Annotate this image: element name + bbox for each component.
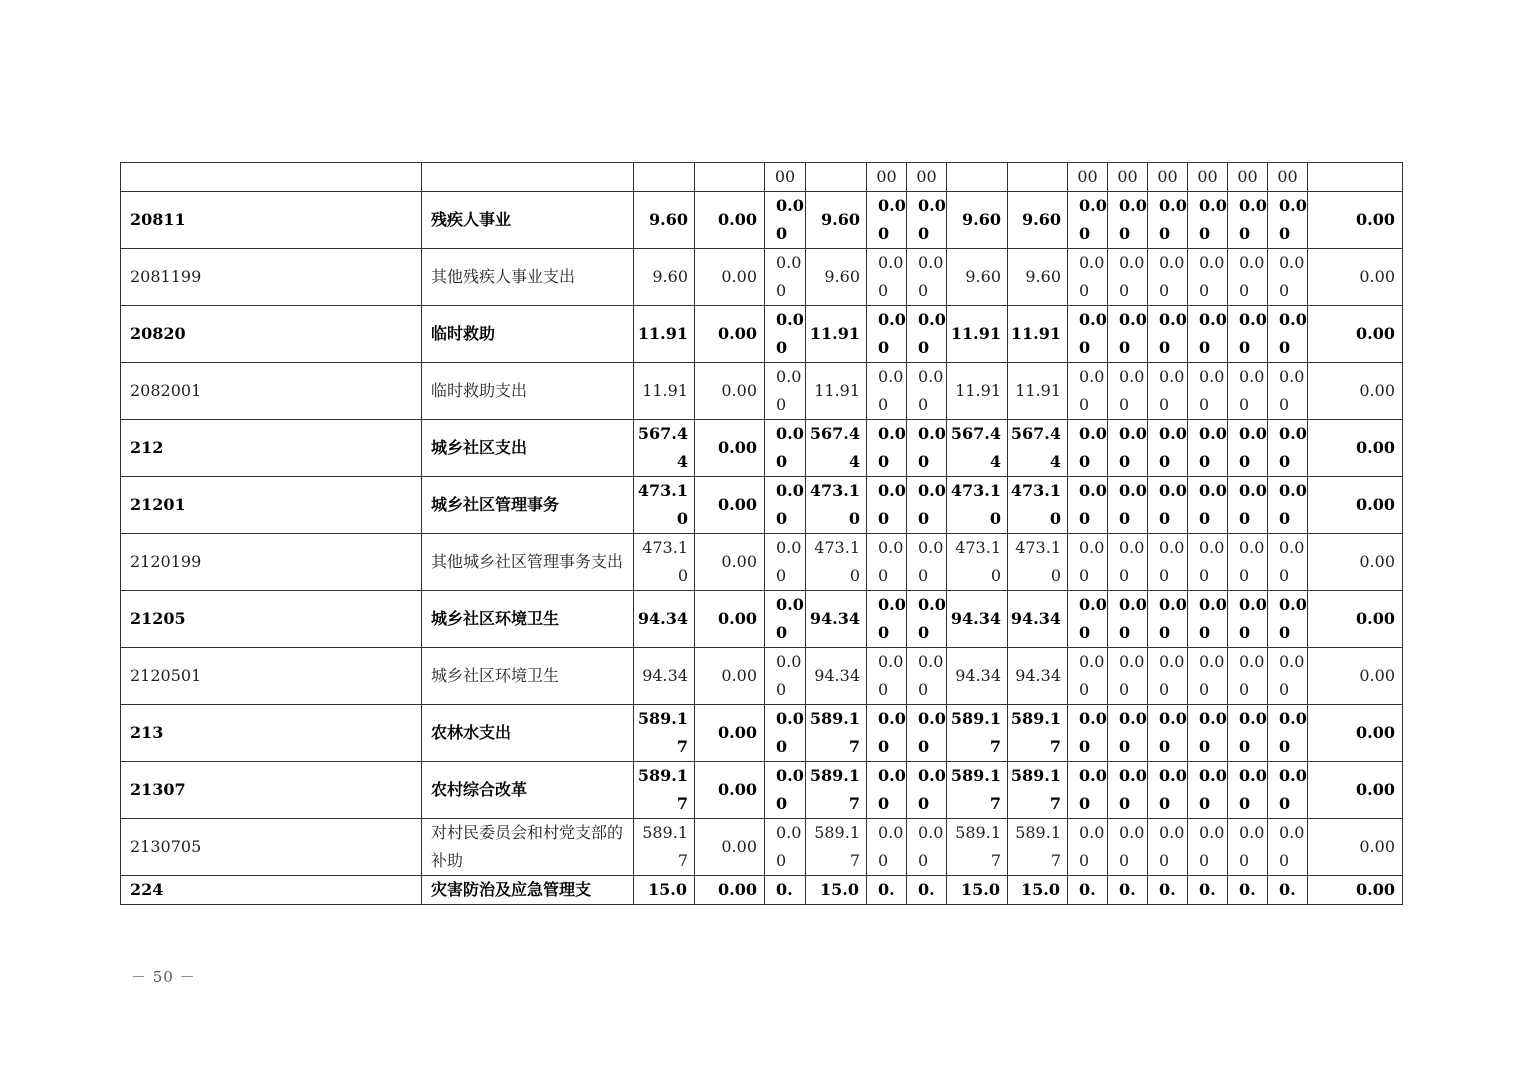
amount-cell: 0.00	[1228, 591, 1268, 648]
amount-cell: 0.00	[1068, 249, 1108, 306]
amount-cell: 0.00	[695, 648, 765, 705]
amount-cell: 0.00	[1068, 705, 1108, 762]
amount-cell: 0.00	[867, 648, 907, 705]
amount-cell: 0.00	[867, 705, 907, 762]
amount-cell: 0.00	[1268, 363, 1308, 420]
amount-cell: 0.00	[1068, 477, 1108, 534]
amount-cell: 9.60	[634, 249, 695, 306]
amount-cell: 0.00	[907, 819, 947, 876]
amount-cell: 0.00	[765, 249, 806, 306]
subject-code: 2120199	[121, 534, 422, 591]
amount-cell: 0.00	[1148, 363, 1188, 420]
amount-cell: 0.00	[907, 192, 947, 249]
subject-name: 临时救助支出	[422, 363, 634, 420]
amount-cell: 589.17	[1008, 705, 1068, 762]
amount-cell: 0.00	[1228, 306, 1268, 363]
amount-cell: 0.00	[695, 534, 765, 591]
amount-cell: 0.00	[1108, 249, 1148, 306]
amount-cell: 0.00	[867, 819, 907, 876]
amount-cell: 15.0	[1008, 876, 1068, 905]
table-cell	[806, 163, 867, 192]
table-row	[121, 762, 1403, 819]
table-cell: 00	[907, 163, 947, 192]
amount-cell: 0.00	[1148, 819, 1188, 876]
amount-cell: 0.00	[765, 477, 806, 534]
amount-cell: 589.17	[806, 762, 867, 819]
amount-cell: 0.00	[1068, 819, 1108, 876]
subject-code: 2082001	[121, 363, 422, 420]
amount-cell: 11.91	[1008, 363, 1068, 420]
amount-cell: 0.00	[695, 192, 765, 249]
table-cell: 00	[765, 163, 806, 192]
table-row	[121, 249, 1403, 306]
amount-cell: 9.60	[806, 192, 867, 249]
table-row	[121, 420, 1403, 477]
table-cell: 00	[1228, 163, 1268, 192]
amount-cell: 0.00	[1308, 420, 1403, 477]
amount-cell: 0.00	[1308, 591, 1403, 648]
amount-cell: 0.00	[1108, 420, 1148, 477]
amount-cell: 94.34	[806, 648, 867, 705]
amount-cell: 0.00	[695, 420, 765, 477]
table-row-partial	[121, 876, 1403, 905]
amount-cell: 0.00	[1068, 420, 1108, 477]
amount-cell: 0.00	[1108, 363, 1148, 420]
amount-cell: 94.34	[1008, 591, 1068, 648]
amount-cell: 0.00	[765, 363, 806, 420]
amount-cell: 0.00	[1148, 534, 1188, 591]
amount-cell: 11.91	[947, 306, 1008, 363]
amount-cell: 9.60	[806, 249, 867, 306]
amount-cell: 0.00	[867, 591, 907, 648]
amount-cell: 0.00	[765, 192, 806, 249]
amount-cell: 0.00	[1188, 192, 1228, 249]
subject-code: 213	[121, 705, 422, 762]
amount-cell: 0.00	[1228, 648, 1268, 705]
subject-name: 其他残疾人事业支出	[422, 249, 634, 306]
amount-cell: 0.00	[1268, 819, 1308, 876]
amount-cell: 567.44	[806, 420, 867, 477]
amount-cell: 0.00	[907, 705, 947, 762]
amount-cell: 567.44	[1008, 420, 1068, 477]
amount-cell: 0.00	[1308, 648, 1403, 705]
amount-cell: 0.00	[907, 477, 947, 534]
amount-cell: 0.00	[1228, 363, 1268, 420]
subject-name: 农林水支出	[422, 705, 634, 762]
amount-cell: 0.00	[1188, 477, 1228, 534]
amount-cell: 0.00	[1188, 648, 1228, 705]
amount-cell: 11.91	[806, 306, 867, 363]
subject-name: 残疾人事业	[422, 192, 634, 249]
subject-name: 其他城乡社区管理事务支出	[422, 534, 634, 591]
amount-cell: 0.00	[1308, 363, 1403, 420]
amount-cell: 0.00	[1108, 648, 1148, 705]
amount-cell: 0.00	[1268, 306, 1308, 363]
amount-cell: 0.00	[765, 648, 806, 705]
amount-cell: 0.	[1148, 876, 1188, 905]
amount-cell: 0.00	[695, 306, 765, 363]
amount-cell: 0.00	[1108, 534, 1148, 591]
amount-cell: 9.60	[947, 249, 1008, 306]
subject-name: 城乡社区环境卫生	[422, 591, 634, 648]
amount-cell: 11.91	[634, 306, 695, 363]
amount-cell: 589.17	[634, 705, 695, 762]
table-cell	[1308, 163, 1403, 192]
amount-cell: 0.	[1188, 876, 1228, 905]
amount-cell: 589.17	[947, 705, 1008, 762]
amount-cell: 589.17	[634, 762, 695, 819]
amount-cell: 0.00	[1228, 705, 1268, 762]
amount-cell: 0.00	[907, 648, 947, 705]
amount-cell: 0.00	[867, 363, 907, 420]
table-row	[121, 648, 1403, 705]
table-cell	[422, 163, 634, 192]
table-row	[121, 819, 1403, 876]
subject-code: 224	[121, 876, 422, 905]
amount-cell: 0.00	[1308, 819, 1403, 876]
amount-cell: 473.10	[1008, 534, 1068, 591]
subject-code: 2120501	[121, 648, 422, 705]
amount-cell: 0.00	[1228, 819, 1268, 876]
amount-cell: 11.91	[634, 363, 695, 420]
table-cell	[695, 163, 765, 192]
subject-code: 2130705	[121, 819, 422, 876]
amount-cell: 0.00	[1108, 705, 1148, 762]
table-cell	[947, 163, 1008, 192]
page-number: － 50 －	[131, 968, 196, 986]
amount-cell: 589.17	[947, 819, 1008, 876]
amount-cell: 473.10	[947, 534, 1008, 591]
amount-cell: 0.00	[1188, 249, 1228, 306]
table-cell	[121, 163, 422, 192]
amount-cell: 94.34	[634, 591, 695, 648]
subject-code: 20820	[121, 306, 422, 363]
amount-cell: 94.34	[947, 648, 1008, 705]
amount-cell: 0.00	[1308, 534, 1403, 591]
amount-cell: 9.60	[1008, 192, 1068, 249]
amount-cell: 0.00	[1308, 249, 1403, 306]
amount-cell: 0.	[765, 876, 806, 905]
table-row	[121, 363, 1403, 420]
amount-cell: 0.00	[695, 591, 765, 648]
amount-cell: 0.00	[765, 591, 806, 648]
amount-cell: 0.00	[1148, 705, 1188, 762]
amount-cell: 0.00	[1068, 306, 1108, 363]
amount-cell: 94.34	[806, 591, 867, 648]
amount-cell: 0.00	[1228, 477, 1268, 534]
table-row	[121, 534, 1403, 591]
amount-cell: 589.17	[1008, 819, 1068, 876]
amount-cell: 0.00	[1308, 477, 1403, 534]
amount-cell: 589.17	[806, 705, 867, 762]
amount-cell: 0.00	[1068, 648, 1108, 705]
amount-cell: 0.00	[695, 249, 765, 306]
amount-cell: 567.44	[947, 420, 1008, 477]
amount-cell: 0.00	[695, 819, 765, 876]
amount-cell: 0.00	[1268, 249, 1308, 306]
amount-cell: 0.00	[1068, 762, 1108, 819]
amount-cell: 589.17	[806, 819, 867, 876]
amount-cell: 0.00	[1148, 762, 1188, 819]
amount-cell: 0.00	[1068, 591, 1108, 648]
amount-cell: 0.00	[765, 534, 806, 591]
amount-cell: 0.00	[1228, 762, 1268, 819]
amount-cell: 473.10	[1008, 477, 1068, 534]
amount-cell: 0.00	[1188, 591, 1228, 648]
amount-cell: 0.00	[765, 306, 806, 363]
amount-cell: 0.00	[867, 762, 907, 819]
amount-cell: 0.00	[1108, 477, 1148, 534]
amount-cell: 0.00	[1188, 705, 1228, 762]
amount-cell: 0.00	[867, 420, 907, 477]
amount-cell: 0.	[867, 876, 907, 905]
amount-cell: 0.00	[1108, 819, 1148, 876]
amount-cell: 9.60	[1008, 249, 1068, 306]
amount-cell: 0.00	[907, 306, 947, 363]
amount-cell: 0.00	[695, 762, 765, 819]
subject-name: 城乡社区管理事务	[422, 477, 634, 534]
amount-cell: 11.91	[947, 363, 1008, 420]
budget-table	[120, 162, 1403, 905]
amount-cell: 0.	[1108, 876, 1148, 905]
amount-cell: 0.00	[867, 477, 907, 534]
amount-cell: 0.00	[1188, 420, 1228, 477]
amount-cell: 589.17	[947, 762, 1008, 819]
amount-cell: 473.10	[806, 477, 867, 534]
amount-cell: 0.	[1228, 876, 1268, 905]
amount-cell: 0.00	[1228, 420, 1268, 477]
amount-cell: 0.00	[867, 306, 907, 363]
amount-cell: 15.0	[947, 876, 1008, 905]
subject-name: 对村民委员会和村党支部的补助	[422, 819, 634, 876]
amount-cell: 0.00	[765, 819, 806, 876]
subject-name: 城乡社区支出	[422, 420, 634, 477]
amount-cell: 0.00	[765, 705, 806, 762]
table-row-partial	[121, 163, 1403, 192]
amount-cell: 0.00	[1308, 762, 1403, 819]
subject-code: 21307	[121, 762, 422, 819]
amount-cell: 0.00	[1188, 306, 1228, 363]
amount-cell: 11.91	[1008, 306, 1068, 363]
amount-cell: 0.00	[765, 762, 806, 819]
amount-cell: 0.00	[1148, 249, 1188, 306]
amount-cell: 0.00	[1268, 192, 1308, 249]
amount-cell: 0.00	[1108, 762, 1148, 819]
amount-cell: 9.60	[947, 192, 1008, 249]
table-cell	[1008, 163, 1068, 192]
table-cell: 00	[1268, 163, 1308, 192]
table-cell	[634, 163, 695, 192]
amount-cell: 0.00	[1068, 363, 1108, 420]
amount-cell: 0.00	[1308, 705, 1403, 762]
amount-cell: 0.00	[765, 420, 806, 477]
amount-cell: 0.00	[1268, 591, 1308, 648]
table-row	[121, 705, 1403, 762]
amount-cell: 9.60	[634, 192, 695, 249]
subject-name: 灾害防治及应急管理支	[422, 876, 634, 905]
amount-cell: 0.	[1268, 876, 1308, 905]
amount-cell: 0.00	[1268, 705, 1308, 762]
subject-code: 20811	[121, 192, 422, 249]
amount-cell: 0.00	[1188, 819, 1228, 876]
amount-cell: 0.00	[1108, 591, 1148, 648]
amount-cell: 0.00	[1148, 420, 1188, 477]
amount-cell: 0.00	[1268, 420, 1308, 477]
amount-cell: 0.00	[907, 420, 947, 477]
amount-cell: 0.00	[1108, 192, 1148, 249]
amount-cell: 0.00	[1228, 249, 1268, 306]
amount-cell: 589.17	[634, 819, 695, 876]
amount-cell: 0.00	[1228, 192, 1268, 249]
amount-cell: 0.00	[1308, 192, 1403, 249]
amount-cell: 0.00	[1148, 192, 1188, 249]
amount-cell: 11.91	[806, 363, 867, 420]
table-cell: 00	[1068, 163, 1108, 192]
subject-code: 2081199	[121, 249, 422, 306]
amount-cell: 15.0	[806, 876, 867, 905]
amount-cell: 0.00	[1068, 534, 1108, 591]
table-cell: 00	[1148, 163, 1188, 192]
table-row	[121, 306, 1403, 363]
amount-cell: 0.00	[1228, 534, 1268, 591]
subject-name: 城乡社区环境卫生	[422, 648, 634, 705]
amount-cell: 473.10	[634, 534, 695, 591]
amount-cell: 0.00	[867, 249, 907, 306]
amount-cell: 0.	[907, 876, 947, 905]
table-cell: 00	[1188, 163, 1228, 192]
amount-cell: 0.00	[695, 876, 765, 905]
amount-cell: 94.34	[634, 648, 695, 705]
subject-name: 临时救助	[422, 306, 634, 363]
table-row	[121, 477, 1403, 534]
amount-cell: 15.0	[634, 876, 695, 905]
amount-cell: 0.00	[1188, 534, 1228, 591]
amount-cell: 0.00	[1268, 762, 1308, 819]
table-cell: 00	[1108, 163, 1148, 192]
table-body	[121, 163, 1403, 905]
subject-name: 农村综合改革	[422, 762, 634, 819]
amount-cell: 0.00	[907, 249, 947, 306]
amount-cell: 0.00	[1148, 648, 1188, 705]
amount-cell: 473.10	[947, 477, 1008, 534]
amount-cell: 0.	[1068, 876, 1108, 905]
amount-cell: 94.34	[947, 591, 1008, 648]
amount-cell: 0.00	[1148, 591, 1188, 648]
amount-cell: 0.00	[907, 534, 947, 591]
subject-code: 21205	[121, 591, 422, 648]
table-cell: 00	[867, 163, 907, 192]
amount-cell: 0.00	[1308, 306, 1403, 363]
amount-cell: 0.00	[1268, 477, 1308, 534]
amount-cell: 0.00	[907, 762, 947, 819]
amount-cell: 473.10	[634, 477, 695, 534]
amount-cell: 0.00	[1188, 762, 1228, 819]
amount-cell: 0.00	[1308, 876, 1403, 905]
amount-cell: 94.34	[1008, 648, 1068, 705]
amount-cell: 0.00	[1268, 648, 1308, 705]
amount-cell: 589.17	[1008, 762, 1068, 819]
amount-cell: 0.00	[867, 534, 907, 591]
amount-cell: 567.44	[634, 420, 695, 477]
amount-cell: 0.00	[907, 363, 947, 420]
amount-cell: 0.00	[907, 591, 947, 648]
table-row	[121, 192, 1403, 249]
amount-cell: 0.00	[1188, 363, 1228, 420]
amount-cell: 473.10	[806, 534, 867, 591]
amount-cell: 0.00	[695, 363, 765, 420]
amount-cell: 0.00	[1268, 534, 1308, 591]
subject-code: 21201	[121, 477, 422, 534]
amount-cell: 0.00	[695, 477, 765, 534]
amount-cell: 0.00	[1108, 306, 1148, 363]
amount-cell: 0.00	[867, 192, 907, 249]
amount-cell: 0.00	[1068, 192, 1108, 249]
amount-cell: 0.00	[1148, 477, 1188, 534]
amount-cell: 0.00	[695, 705, 765, 762]
amount-cell: 0.00	[1148, 306, 1188, 363]
subject-code: 212	[121, 420, 422, 477]
table-row	[121, 591, 1403, 648]
